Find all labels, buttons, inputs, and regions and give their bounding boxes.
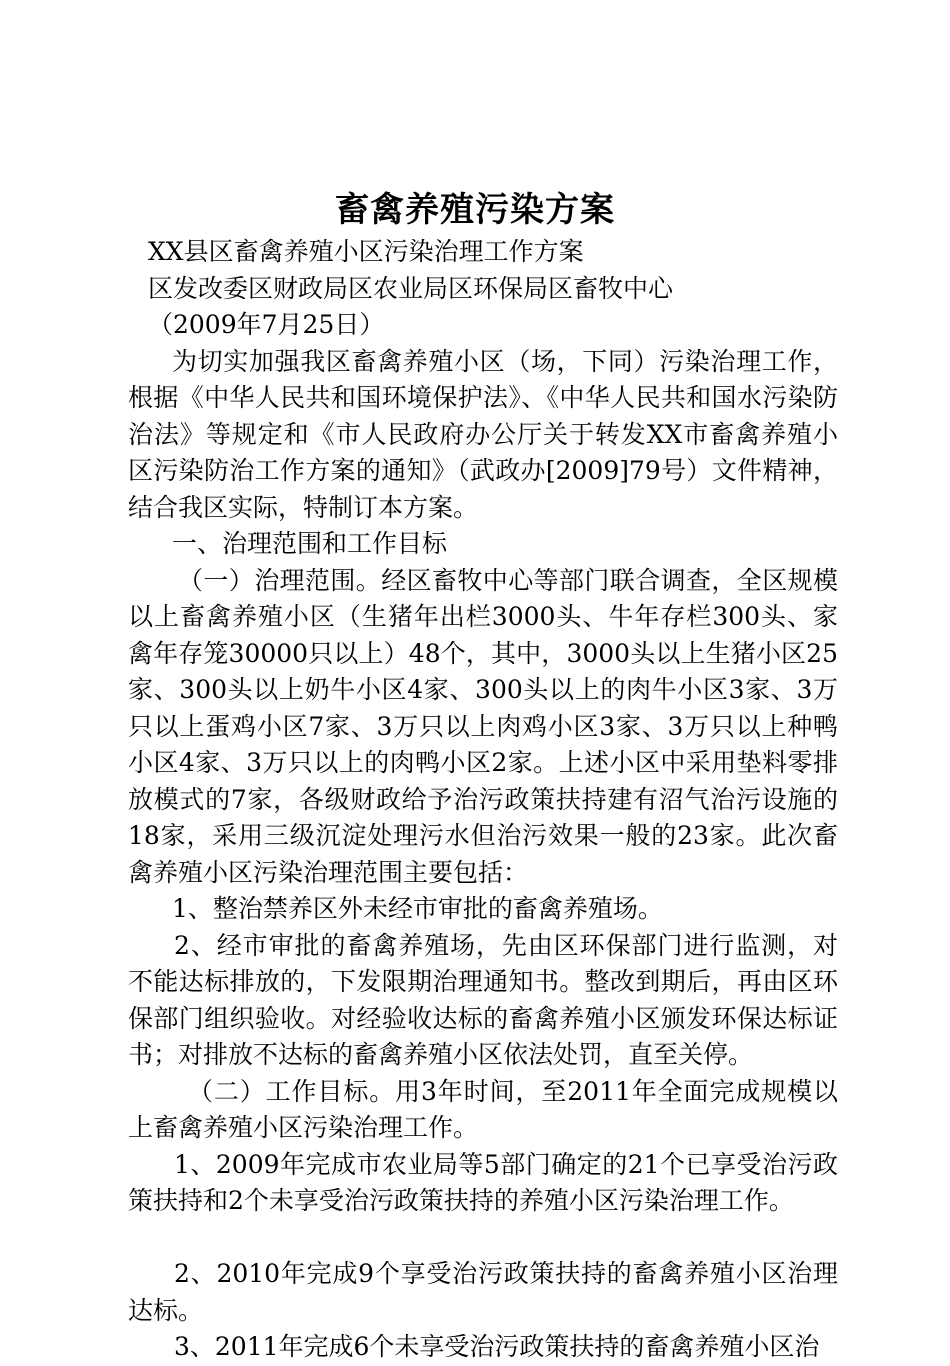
- issue-date: （2009年7月25日）: [148, 310, 385, 339]
- document-title: 畜禽养殖污染方案: [335, 190, 615, 230]
- goal-item-3: 3、2011年完成6个未享受治污政策扶持的畜禽养殖小区治: [174, 1332, 820, 1361]
- blank-line: [128, 1220, 838, 1257]
- document-body: [128, 234, 838, 1366]
- scope-item-2: 2、经市审批的畜禽养殖场，先由区环保部门进行监测，对不能达标排放的，下发限期治理通知书。整改到期后，再由区环保部门组织验收。对经验收达标的畜禽养殖小区颁发环保达标证书；对排放不达标的畜禽养殖小区依法处罚，直至关停。: [128, 930, 838, 1069]
- issuing-departments: 区发改委区财政局区农业局区环保局区畜牧中心: [148, 273, 674, 303]
- intro-paragraph: 为切实加强我区畜禽养殖小区（场，下同）污染治理工作，根据《中华人民共和国环境保护法》、《中华人民共和国水污染防治法》等规定和《市人民政府办公厅关于转发XX市畜禽养殖小区污染防治工作方案的通知》（武政办[2009]79号）文件精神，结合我区实际，特制订本方案。: [128, 346, 838, 522]
- goal-paragraph: （二）工作目标。用3年时间，至2011年全面完成规模以上畜禽养殖小区污染治理工作。: [128, 1076, 838, 1142]
- scope-item-1: 1、整治禁养区外未经市审批的畜禽养殖场。: [172, 894, 663, 923]
- plan-name: XX县区畜禽养殖小区污染治理工作方案: [148, 237, 584, 266]
- goal-item-1: 1、2009年完成市农业局等5部门确定的21个已享受治污政策扶持和2个未享受治污政策扶持的养殖小区污染治理工作。: [128, 1149, 838, 1215]
- section-heading: 一、治理范围和工作目标: [172, 529, 448, 558]
- scope-paragraph: （一）治理范围。经区畜牧中心等部门联合调查，全区规模以上畜禽养殖小区（生猪年出栏3000头、牛年存栏300头、家禽年存笼30000只以上）48个，其中，3000头以上生猪小区25家、300头以上奶牛小区4家、300头以上的肉牛小区3家、3万只以上蛋鸡小区7家、3万只以上肉鸡小区3家、3万只以上种鸭小区4家、3万只以上的肉鸭小区2家。上述小区中采用垫料零排放模式的7家，各级财政给予治污政策扶持建有沼气治污设施的18家，采用三级沉淀处理污水但治污效果一般的23家。此次畜禽养殖小区污染治理范围主要包括：: [128, 565, 838, 887]
- goal-item-2: 2、2010年完成9个享受治污政策扶持的畜禽养殖小区治理达标。: [128, 1259, 838, 1325]
